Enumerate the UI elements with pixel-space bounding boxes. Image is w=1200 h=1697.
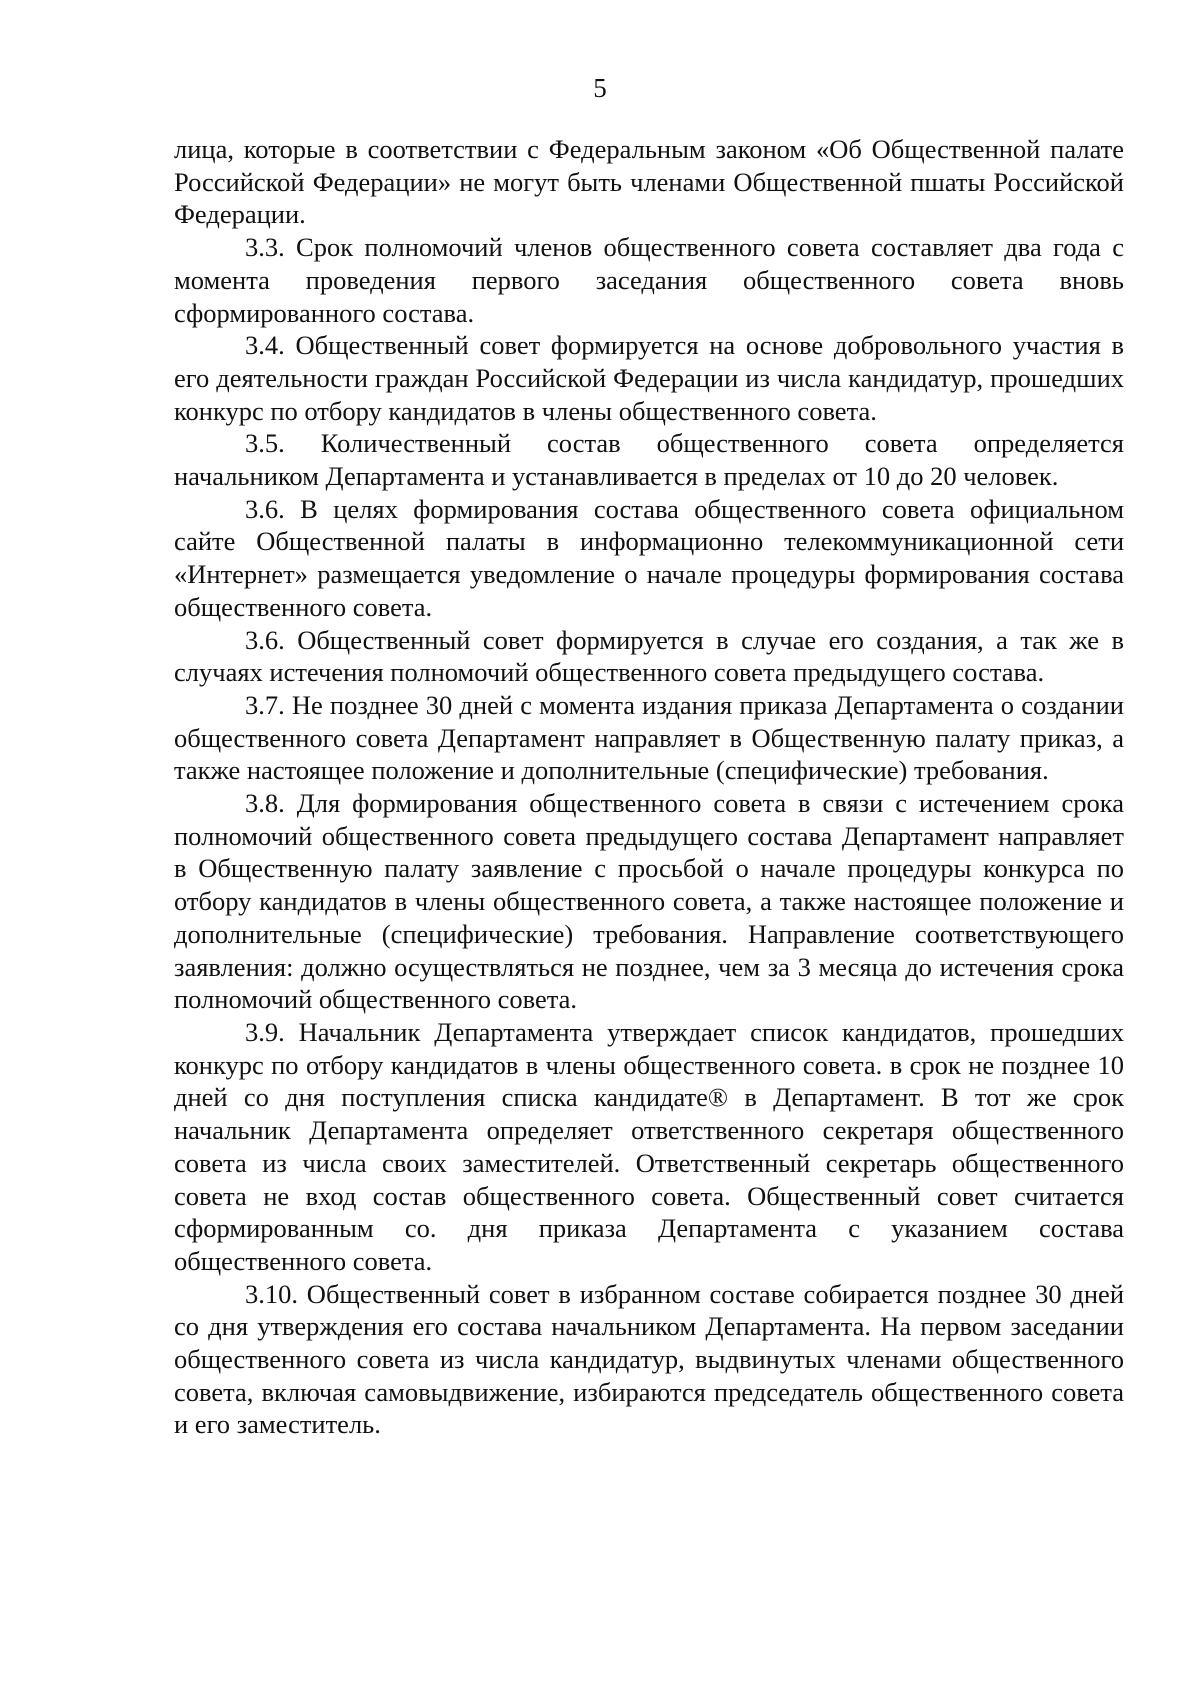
paragraph-3-6-second: 3.6. Общественный совет формируется в случае его создания, а так же в случаях истечения полномочий общественного совета предыдущего состава. xyxy=(174,624,1124,688)
paragraph-continuation: лица, которые в соответствии с Федеральным законом «Об Общественной палате Российской Федерации» не могут быть членами Общественной пшаты Российской Федерации. xyxy=(174,134,1124,230)
paragraph-3-9: 3.9. Начальник Департамента утверждает список кандидатов, прошедших конкурс по отбору кандидатов в члены общественного совета. в срок не позднее 10 дней со дня поступления списка кандидате® в Департамент. В тот же срок начальник Департамента определяет ответственного секретаря общественного совета из числа своих заместителей. Ответственный секретарь общественного совета не вход состав общественного совета. Общественный совет считается сформированным со. дня приказа Департамента с указанием состава общественного совета. xyxy=(174,1016,1124,1276)
document-body xyxy=(174,133,1124,1441)
paragraph-3-8: 3.8. Для формирования общественного совета в связи с истечением срока полномочий общественного совета предыдущего состава Департамент направляет в Общественную палату заявление с просьбой о начале процедуры конкурса по отбору кандидатов в члены общественного совета, а также настоящее положение и дополнительные (специфические) требования. Направление соответствующего заявления: должно осуществляться не позднее, чем за 3 месяца до истечения срока полномочий общественного совета. xyxy=(174,788,1124,1015)
paragraph-3-3: 3.3. Срок полномочий членов общественного совета составляет два года с момента проведения первого заседания общественного совета вновь сформированного состава. xyxy=(174,232,1124,328)
paragraph-3-10: 3.10. Общественный совет в избранном составе собирается позднее 30 дней со дня утверждения его состава начальником Департамента. На первом заседании общественного совета из числа кандидатур, выдвинутых членами общественного совета, включая самовыдвижение, избираются председатель общественного совета и его заместитель. xyxy=(174,1278,1124,1440)
paragraph-3-6-first: 3.6. В целях формирования состава общественного совета официальном сайте Общественной палаты в информационно телекоммуникационной сети «Интернет» размещается уведомление о начале процедуры формирования состава общественного совета. xyxy=(174,493,1124,622)
paragraph-3-4: 3.4. Общественный совет формируется на основе добровольного участия в его деятельности граждан Российской Федерации из числа кандидатур, прошедших конкурс по отбору кандидатов в члены общественного совета. xyxy=(174,330,1124,426)
page-number: 5 xyxy=(593,73,607,103)
paragraph-3-5: 3.5. Количественный состав общественного совета определяется начальником Департамента и устанавливается в пределах от 10 до 20 человек. xyxy=(174,428,1124,492)
paragraph-3-7: 3.7. Не позднее 30 дней с момента издания приказа Департамента о создании общественного совета Департамент направляет в Общественную палату приказ, а также настоящее положение и дополнительные (специфические) требования. xyxy=(174,689,1124,786)
